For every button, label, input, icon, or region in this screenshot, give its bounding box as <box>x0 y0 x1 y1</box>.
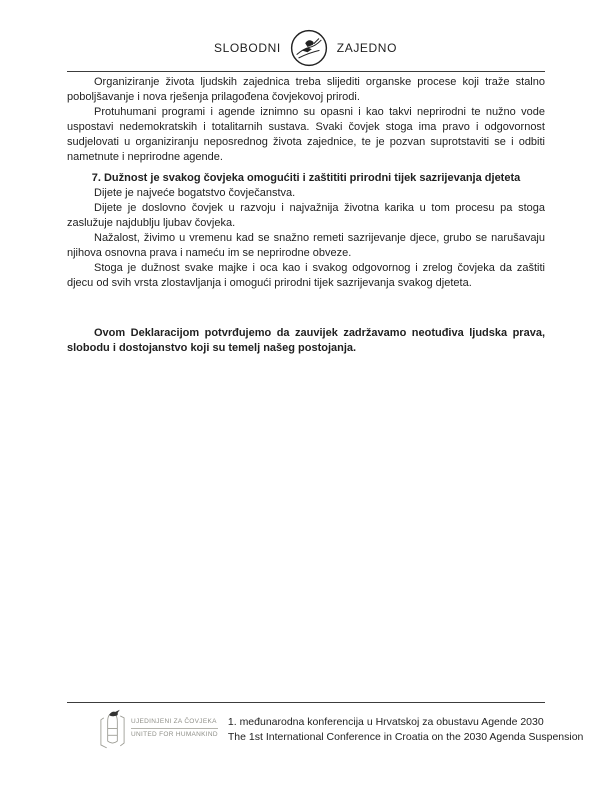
header-masthead <box>0 29 611 67</box>
closing-declaration: Ovom Deklaracijom potvrđujemo da zauvijek zadržavamo neotuđiva ljudska prava, slobodu i dostojanstvo koji su temelj našeg postojanja. <box>67 327 545 354</box>
footer-conference-text <box>228 703 584 745</box>
humankind-statue-logo-icon <box>98 707 127 751</box>
footer-org-text <box>131 707 218 739</box>
paragraph: Dijete je najveće bogatstvo čovječanstva. <box>94 187 296 199</box>
org-name-croatian: UJEDINJENI ZA ČOVJEKA <box>131 718 218 729</box>
footer <box>67 703 584 751</box>
paragraph: Organiziranje života ljudskih zajednica treba slijediti organske procese koji traže stalno poboljšavanje i nova rješenja prilagođena čovjekovoj prirodi. <box>67 76 545 103</box>
conference-line-croatian: 1. međunarodna konferencija u Hrvatskoj za obustavu Agende 2030 <box>227 716 544 728</box>
conference-line-english: The 1st International Conference in Croatia on the 2030 Agenda Suspension <box>227 731 584 743</box>
doves-circle-logo-icon <box>290 29 328 67</box>
paragraph: Protuhumani programi i agende iznimno su opasni i kao takvi neprirodni te nužno vode uspostavi nedemokratskih i totalitarnih sustava. Svaki čovjek stoga ima pravo i odgovornost sudjelovati u organiziranju neposrednog života zajednice, te je pozvan suprotstaviti se i odbiti nametnute i neprirodne agende. <box>67 106 545 163</box>
paragraph: Stoga je dužnost svake majke i oca kao i svakog odgovornog i zrelog čovjeka da zaštiti djecu od svih vrsta zlostavljanja i omogući prirodni tijek sazrijevanja svakog djeteta. <box>67 262 545 289</box>
footer-org-block <box>98 703 218 751</box>
header-right-word: ZAJEDNO <box>336 41 398 55</box>
section-heading: 7. Dužnost je svakog čovjeka omogućiti i zaštititi prirodni tijek sazrijevanja djeteta <box>91 172 521 184</box>
body-paragraphs <box>67 75 545 356</box>
paragraph: Nažalost, živimo u vremenu kad se snažno remeti sazrijevanje djece, grubo se narušavaju njihova osnovna prava i nameću im se neprirodne obveze. <box>67 232 545 259</box>
header-left-word: SLOBODNI <box>213 41 281 55</box>
paragraph: Dijete je doslovno čovjek u razvoju i najvažnija životna karika u tom procesu pa stoga zaslužuje najdublju ljubav čovjeka. <box>67 202 545 229</box>
org-name-english: UNITED FOR HUMANKIND <box>131 731 218 738</box>
header-rule <box>67 71 545 72</box>
